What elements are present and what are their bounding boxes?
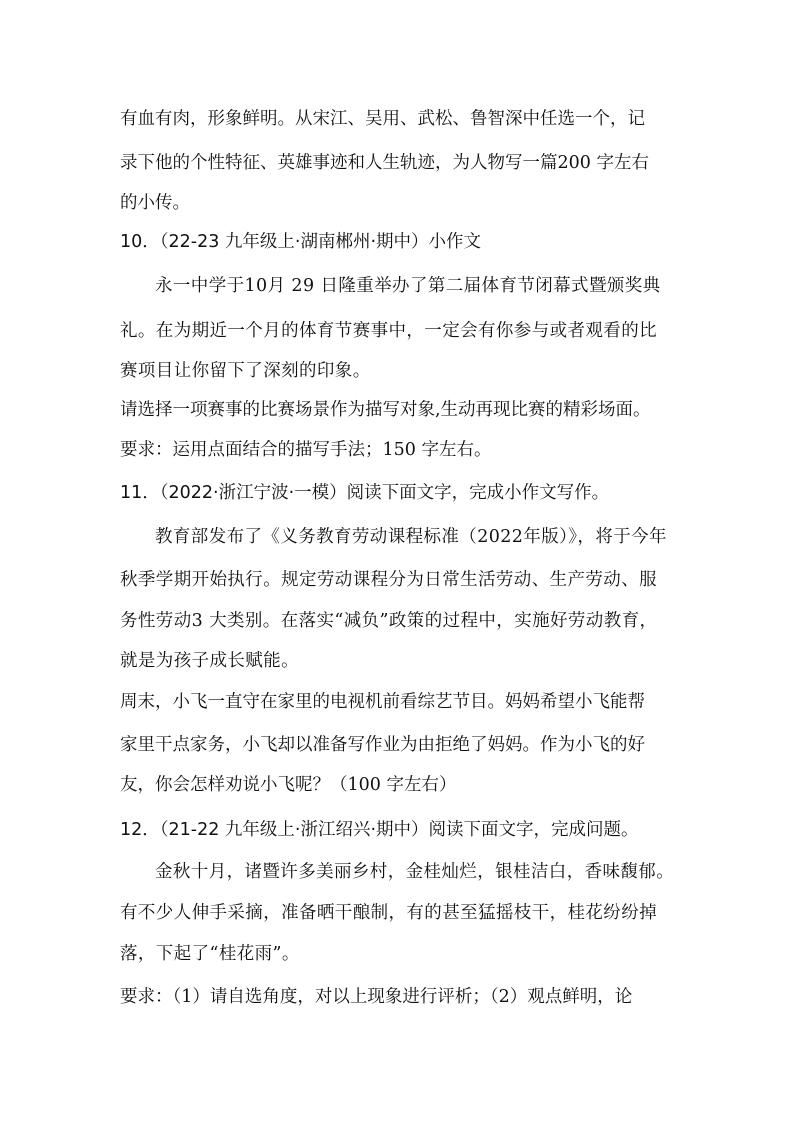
text-line: 教育部发布了《义务教育劳动课程标准（2022年版）》，将于今年 [155,527,667,547]
text-line: 就是为孩子成长赋能。 [120,651,299,671]
text-line: 的小传。 [120,193,190,213]
text-line: 永一中学于10月 29 日隆重举办了第二届体育节闭幕式暨颁奖典 [155,276,661,296]
text-line: 要求：（1）请自选角度，对以上现象进行评析；（2）观点鲜明，论 [120,987,633,1007]
text-line: 家里干点家务，小飞却以准备写作业为由拒绝了妈妈。作为小飞的好 [120,735,645,755]
text-line: 周末，小飞一直守在家里的电视机前看综艺节目。妈妈希望小飞能帮 [120,692,645,712]
text-line: 请选择一项赛事的比赛场景作为描写对象,生动再现比赛的精彩场面。 [120,400,651,420]
text-line: 务性劳动3 大类别。在落实“减负”政策的过程中，实施好劳动教育， [120,611,658,631]
text-line: 落，下起了“桂花雨”。 [120,944,300,964]
text-line: 有不少人伸手采摘，准备晒干酿制，有的甚至猛摇枝干，桂花纷纷掉 [120,903,657,923]
question-heading: 11．（2022·浙江宁波·一模）阅读下面文字，完成小作文写作。 [120,483,610,503]
question-heading: 10．（22-23 九年级上·湖南郴州·期中）小作文 [120,232,482,252]
text-line: 录下他的个性特征、英雄事迹和人生轨迹，为人物写一篇200 字左右 [120,153,649,173]
text-line: 金秋十月，诸暨许多美丽乡村，金桂灿烂，银桂洁白，香味馥郁。 [155,862,675,882]
text-line: 友，你会怎样劝说小飞呢？（100 字左右） [120,775,457,795]
question-heading: 12．（21-22 九年级上·浙江绍兴·期中）阅读下面文字，完成问题。 [120,820,639,840]
text-line: 要求：运用点面结合的描写手法；150 字左右。 [120,440,492,460]
text-line: 有血有肉，形象鲜明。从宋江、吴用、武松、鲁智深中任选一个，记 [120,109,645,129]
text-line: 秋季学期开始执行。规定劳动课程分为日常生活劳动、生产劳动、服 [120,570,657,590]
text-line: 礼。在为期近一个月的体育节赛事中，一定会有你参与或者观看的比 [120,321,657,341]
text-line: 赛项目让你留下了深刻的印象。 [120,361,371,381]
